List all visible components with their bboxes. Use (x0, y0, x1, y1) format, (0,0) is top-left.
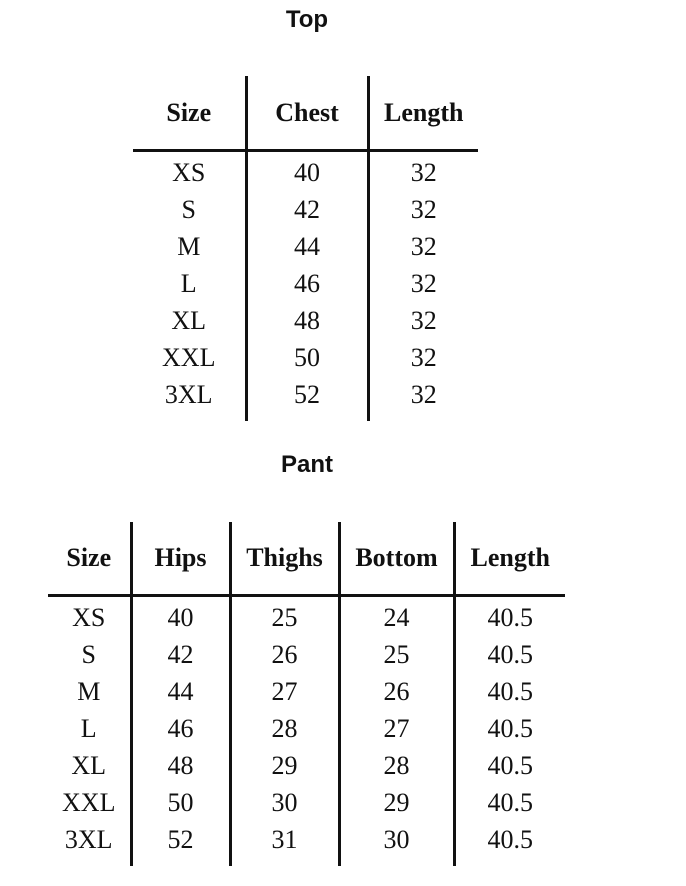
top-table-row (133, 339, 478, 376)
pant-cell-length: 40.5 (454, 784, 565, 821)
pant-cell-hips: 44 (131, 673, 230, 710)
top-cell-length: 32 (368, 376, 478, 421)
pant-cell-hips: 40 (131, 596, 230, 637)
top-cell-size: XL (171, 306, 207, 335)
pant-header-thighs: Thighs (230, 522, 339, 596)
pant-cell-bottom: 29 (339, 784, 454, 821)
pant-cell-length: 40.5 (454, 636, 565, 673)
top-cell-chest: 42 (246, 191, 368, 228)
pant-cell-length: 40.5 (454, 710, 565, 747)
pant-cell-length: 40.5 (454, 821, 565, 866)
pant-header-hips: Hips (131, 522, 230, 596)
pant-cell-bottom: 26 (339, 673, 454, 710)
top-cell-chest: 40 (246, 151, 368, 192)
top-cell-size: M (177, 232, 201, 261)
pant-cell-bottom: 28 (339, 747, 454, 784)
top-cell-length: 32 (368, 339, 478, 376)
top-cell-chest: 46 (246, 265, 368, 302)
top-table-row (133, 228, 478, 265)
pant-cell-thighs: 26 (230, 636, 339, 673)
top-cell-size: XXL (162, 343, 216, 372)
pant-cell-hips: 52 (131, 821, 230, 866)
pant-cell-size: XXL (62, 788, 116, 817)
top-cell-chest: 52 (246, 376, 368, 421)
pant-table-row (48, 747, 565, 784)
pant-cell-length: 40.5 (454, 747, 565, 784)
pant-table-row (48, 821, 565, 866)
top-header-chest: Chest (246, 76, 368, 151)
pant-cell-bottom: 30 (339, 821, 454, 866)
pant-cell-hips: 42 (131, 636, 230, 673)
top-header-row (133, 76, 478, 151)
pant-cell-size: S (81, 640, 96, 669)
top-table-row (133, 376, 478, 421)
top-cell-length: 32 (368, 191, 478, 228)
pant-header-bottom: Bottom (339, 522, 454, 596)
pant-cell-size: XL (71, 751, 107, 780)
top-cell-size: XS (172, 158, 206, 187)
pant-cell-size: M (77, 677, 101, 706)
top-cell-size: L (180, 269, 197, 298)
top-header-size: Size (166, 97, 212, 127)
top-cell-length: 32 (368, 228, 478, 265)
pant-header-length: Length (454, 522, 565, 596)
top-cell-size: S (181, 195, 196, 224)
pant-cell-thighs: 29 (230, 747, 339, 784)
top-table-row (133, 302, 478, 339)
pant-cell-thighs: 27 (230, 673, 339, 710)
pant-table-row (48, 673, 565, 710)
top-cell-length: 32 (368, 302, 478, 339)
pant-cell-bottom: 27 (339, 710, 454, 747)
pant-header-size: Size (66, 543, 112, 572)
top-table-row (133, 191, 478, 228)
pant-cell-bottom: 25 (339, 636, 454, 673)
top-cell-chest: 48 (246, 302, 368, 339)
top-cell-chest: 44 (246, 228, 368, 265)
pant-cell-size: 3XL (64, 825, 113, 854)
pant-cell-thighs: 25 (230, 596, 339, 637)
pant-cell-hips: 48 (131, 747, 230, 784)
pant-cell-hips: 46 (131, 710, 230, 747)
top-cell-chest: 50 (246, 339, 368, 376)
top-cell-length: 32 (368, 151, 478, 192)
pant-cell-thighs: 30 (230, 784, 339, 821)
pant-table-row (48, 710, 565, 747)
pant-cell-size: L (80, 714, 97, 743)
pant-table-row (48, 636, 565, 673)
pant-cell-thighs: 31 (230, 821, 339, 866)
pant-cell-length: 40.5 (454, 673, 565, 710)
pant-cell-thighs: 28 (230, 710, 339, 747)
pant-table-row (48, 596, 565, 637)
pant-cell-length: 40.5 (454, 596, 565, 637)
top-header-length: Length (368, 76, 478, 151)
top-section-title: Top (285, 6, 329, 33)
pant-cell-size: XS (72, 603, 106, 632)
top-cell-length: 32 (368, 265, 478, 302)
pant-cell-hips: 50 (131, 784, 230, 821)
top-size-table (133, 76, 478, 421)
pant-header-row (48, 522, 565, 596)
top-cell-size: 3XL (164, 380, 213, 409)
pant-cell-bottom: 24 (339, 596, 454, 637)
pant-section-title: Pant (280, 451, 333, 478)
pant-table-row (48, 784, 565, 821)
pant-size-table (48, 522, 565, 866)
top-table-row (133, 151, 478, 192)
top-table-row (133, 265, 478, 302)
